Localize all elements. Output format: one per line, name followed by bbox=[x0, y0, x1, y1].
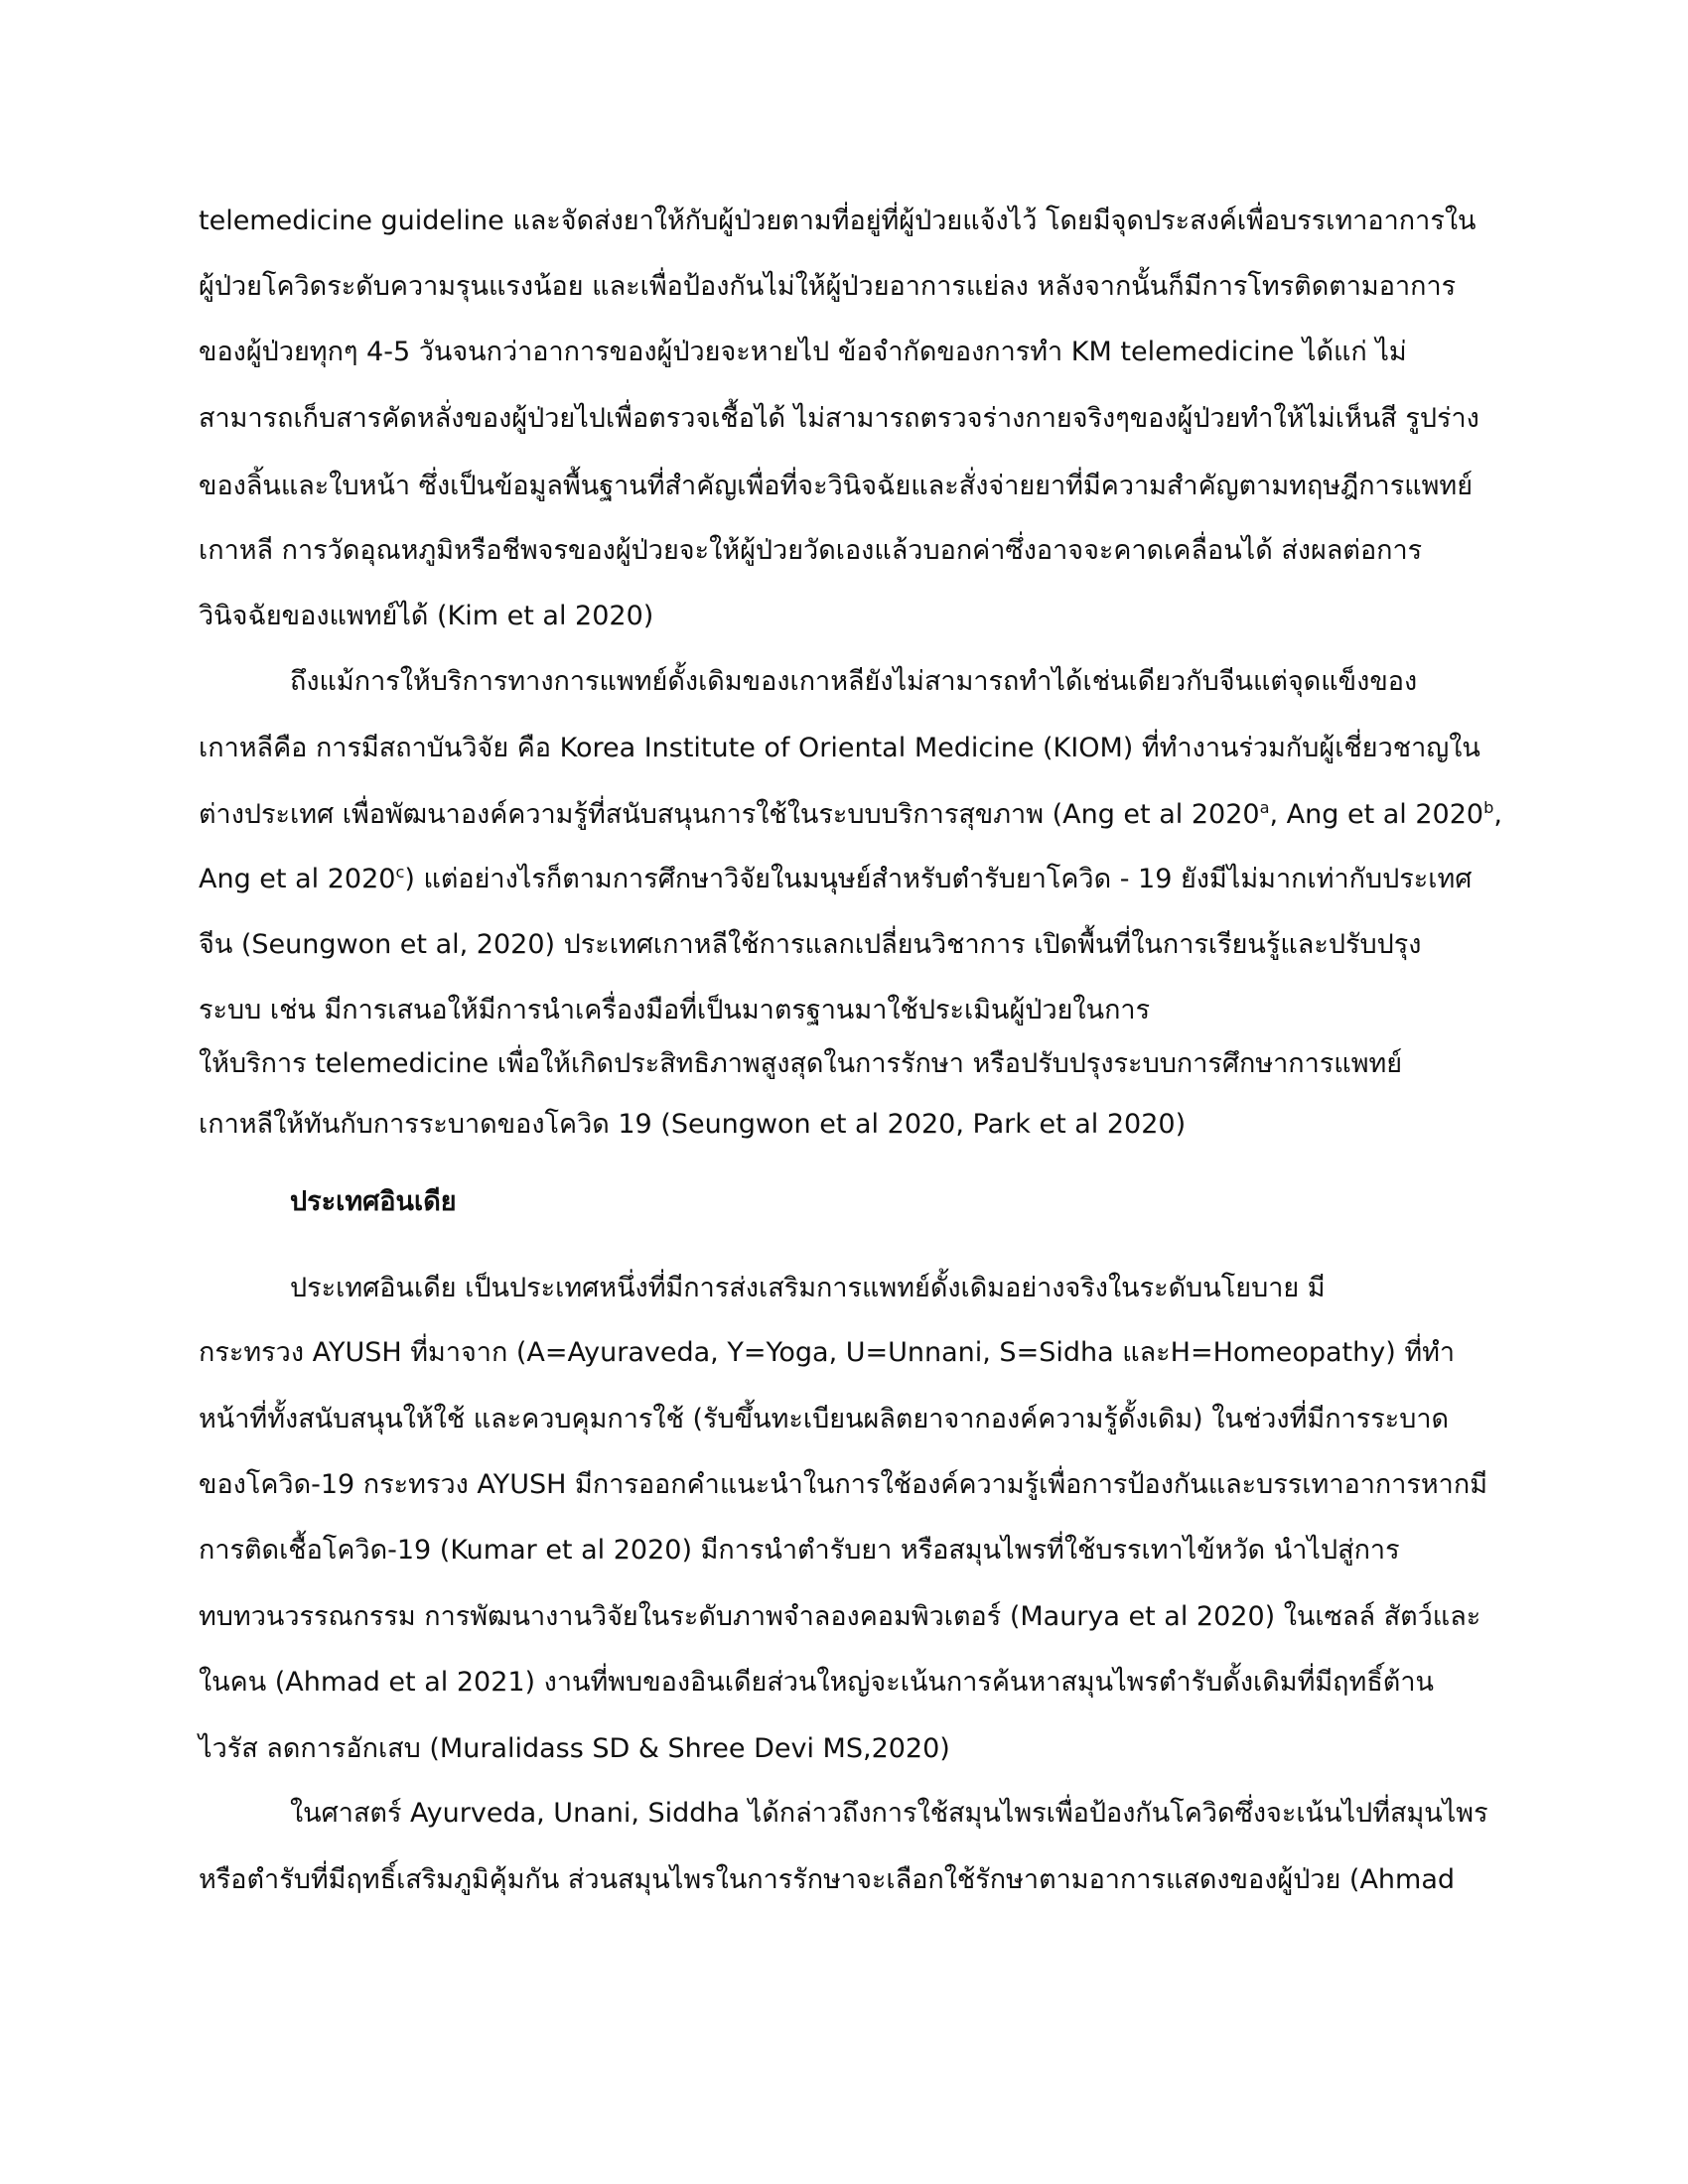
paragraph-2-line-3 bbox=[199, 795, 1502, 835]
citation-text: Ang et al 2020 bbox=[199, 864, 396, 894]
section-heading: ประเทศอินเดีย bbox=[290, 1186, 457, 1217]
paragraph-2-line-8: เกาหลีให้ทันกับการระบาดของโควิด 19 (Seungwon et al 2020, Park et al 2020) bbox=[199, 1109, 1187, 1140]
paragraph-1-line-1: telemedicine guideline และจัดส่งยาให้กับผู้ป่วยตามที่อยู่ที่ผู้ป่วยแจ้งไว้ โดยมีจุดประสงค์เพื่อบรรเทาอาการใน bbox=[199, 205, 1477, 236]
paragraph-text: ) แต่อย่างไรก็ตามการศึกษาวิจัยในมนุษย์สำหรับตำรับยาโควิด - 19 ยังมีไม่มากเท่ากับประเทศ bbox=[404, 864, 1473, 894]
paragraph-4-line-2: หรือตำรับที่มีฤทธิ์เสริมภูมิคุ้มกัน ส่วนสมุนไพรในการรักษาจะเลือกใช้รักษาตามอาการแสดงของผู้ป่วย (Ahmad bbox=[199, 1864, 1456, 1895]
paragraph-2-line-5: จีน (Seungwon et al, 2020) ประเทศเกาหลีใช้การแลกเปลี่ยนวิชาการ เปิดพื้นที่ในการเรียนรู้และปรับปรุง bbox=[199, 929, 1422, 960]
citation-text: , bbox=[1493, 799, 1502, 830]
paragraph-3-line-4: ของโควิด-19 กระทรวง AYUSH มีการออกคำแนะนำในการใช้องค์ความรู้เพื่อการป้องกันและบรรเทาอาการหากมี bbox=[199, 1469, 1487, 1500]
paragraph-4-line-1: ในศาสตร์ Ayurveda, Unani, Siddha ได้กล่าวถึงการใช้สมุนไพรเพื่อป้องกันโควิดซึ่งจะเน้นไปที่สมุนไพร bbox=[290, 1798, 1488, 1829]
paragraph-3-line-8: ไวรัส ลดการอักเสบ (Muralidass SD & Shree Devi MS,2020) bbox=[199, 1733, 950, 1764]
paragraph-2-line-4 bbox=[199, 860, 1472, 899]
paragraph-2-line-2: เกาหลีคือ การมีสถาบันวิจัย คือ Korea Institute of Oriental Medicine (KIOM) ที่ทำงานร่วมกับผู้เชี่ยวชาญใน bbox=[199, 733, 1480, 763]
paragraph-3-line-6: ทบทวนวรรณกรรม การพัฒนางานวิจัยในระดับภาพจำลองคอมพิวเตอร์ (Maurya et al 2020) ในเซลล์ สัตว์และ bbox=[199, 1601, 1481, 1632]
paragraph-1-line-7: วินิจฉัยของแพทย์ได้ (Kim et al 2020) bbox=[199, 601, 654, 631]
superscript-c: c bbox=[395, 863, 405, 882]
paragraph-1-line-3: ของผู้ป่วยทุกๆ 4-5 วันจนกว่าอาการของผู้ป่วยจะหายไป ข้อจำกัดของการทำ KM telemedicine ได้แก่ ไม่ bbox=[199, 337, 1407, 367]
superscript-a: a bbox=[1259, 798, 1270, 817]
paragraph-1-line-5: ของลิ้นและใบหน้า ซึ่งเป็นข้อมูลพื้นฐานที่สำคัญเพื่อที่จะวินิจฉัยและสั่งจ่ายยาที่มีความสำคัญตามทฤษฎีการแพทย์ bbox=[199, 471, 1474, 501]
paragraph-3-line-2: กระทรวง AYUSH ที่มาจาก (A=Ayuraveda, Y=Yoga, U=Unnani, S=Sidha และH=Homeopathy) ที่ทำ bbox=[199, 1337, 1456, 1368]
paragraph-3-line-1: ประเทศอินเดีย เป็นประเทศหนึ่งที่มีการส่งเสริมการแพทย์ดั้งเดิมอย่างจริงในระดับนโยบาย มี bbox=[290, 1273, 1326, 1303]
citation-text: , Ang et al 2020 bbox=[1269, 799, 1484, 830]
paragraph-3-line-3: หน้าที่ทั้งสนับสนุนให้ใช้ และควบคุมการใช้ (รับขึ้นทะเบียนผลิตยาจากองค์ความรู้ดั้งเดิม) ในช่วงที่มีการระบาด bbox=[199, 1404, 1450, 1434]
paragraph-1-line-4: สามารถเก็บสารคัดหลั่งของผู้ป่วยไปเพื่อตรวจเชื้อได้ ไม่สามารถตรวจร่างกายจริงๆของผู้ป่วยทำให้ไม่เห็นสี รูปร่าง bbox=[199, 403, 1479, 434]
paragraph-2-line-1: ถึงแม้การให้บริการทางการแพทย์ดั้งเดิมของเกาหลียังไม่สามารถทำได้เช่นเดียวกับจีนแต่จุดแข็งของ bbox=[290, 666, 1418, 697]
paragraph-1-line-6: เกาหลี การวัดอุณหภูมิหรือชีพจรของผู้ป่วยจะให้ผู้ป่วยวัดเองแล้วบอกค่าซึ่งอาจจะคาดเคลื่อนได้ ส่งผลต่อการ bbox=[199, 535, 1423, 566]
paragraph-1-line-2: ผู้ป่วยโควิดระดับความรุนแรงน้อย และเพื่อป้องกันไม่ให้ผู้ป่วยอาการแย่ลง หลังจากนั้นก็มีการโทรติดตามอาการ bbox=[199, 271, 1457, 302]
paragraph-2-line-6: ระบบ เช่น มีการเสนอให้มีการนำเครื่องมือที่เป็นมาตรฐานมาใช้ประเมินผู้ป่วยในการ bbox=[199, 995, 1151, 1025]
paragraph-3-line-7: ในคน (Ahmad et al 2021) งานที่พบของอินเดียส่วนใหญ่จะเน้นการค้นหาสมุนไพรตำรับดั้งเดิมที่มีฤทธิ์ต้าน bbox=[199, 1667, 1434, 1698]
citation-text: ต่างประเทศ เพื่อพัฒนาองค์ความรู้ที่สนับสนุนการใช้ในระบบบริการสุขภาพ (Ang et al 2020 bbox=[199, 799, 1260, 830]
paragraph-3-line-5: การติดเชื้อโควิด-19 (Kumar et al 2020) มีการนำตำรับยา หรือสมุนไพรที่ใช้บรรเทาไข้หวัด นำไปสู่การ bbox=[199, 1535, 1400, 1566]
superscript-b: b bbox=[1483, 798, 1494, 817]
paragraph-2-line-7: ให้บริการ telemedicine เพื่อให้เกิดประสิทธิภาพสูงสุดในการรักษา หรือปรับปรุงระบบการศึกษาการแพทย์ bbox=[199, 1048, 1403, 1079]
